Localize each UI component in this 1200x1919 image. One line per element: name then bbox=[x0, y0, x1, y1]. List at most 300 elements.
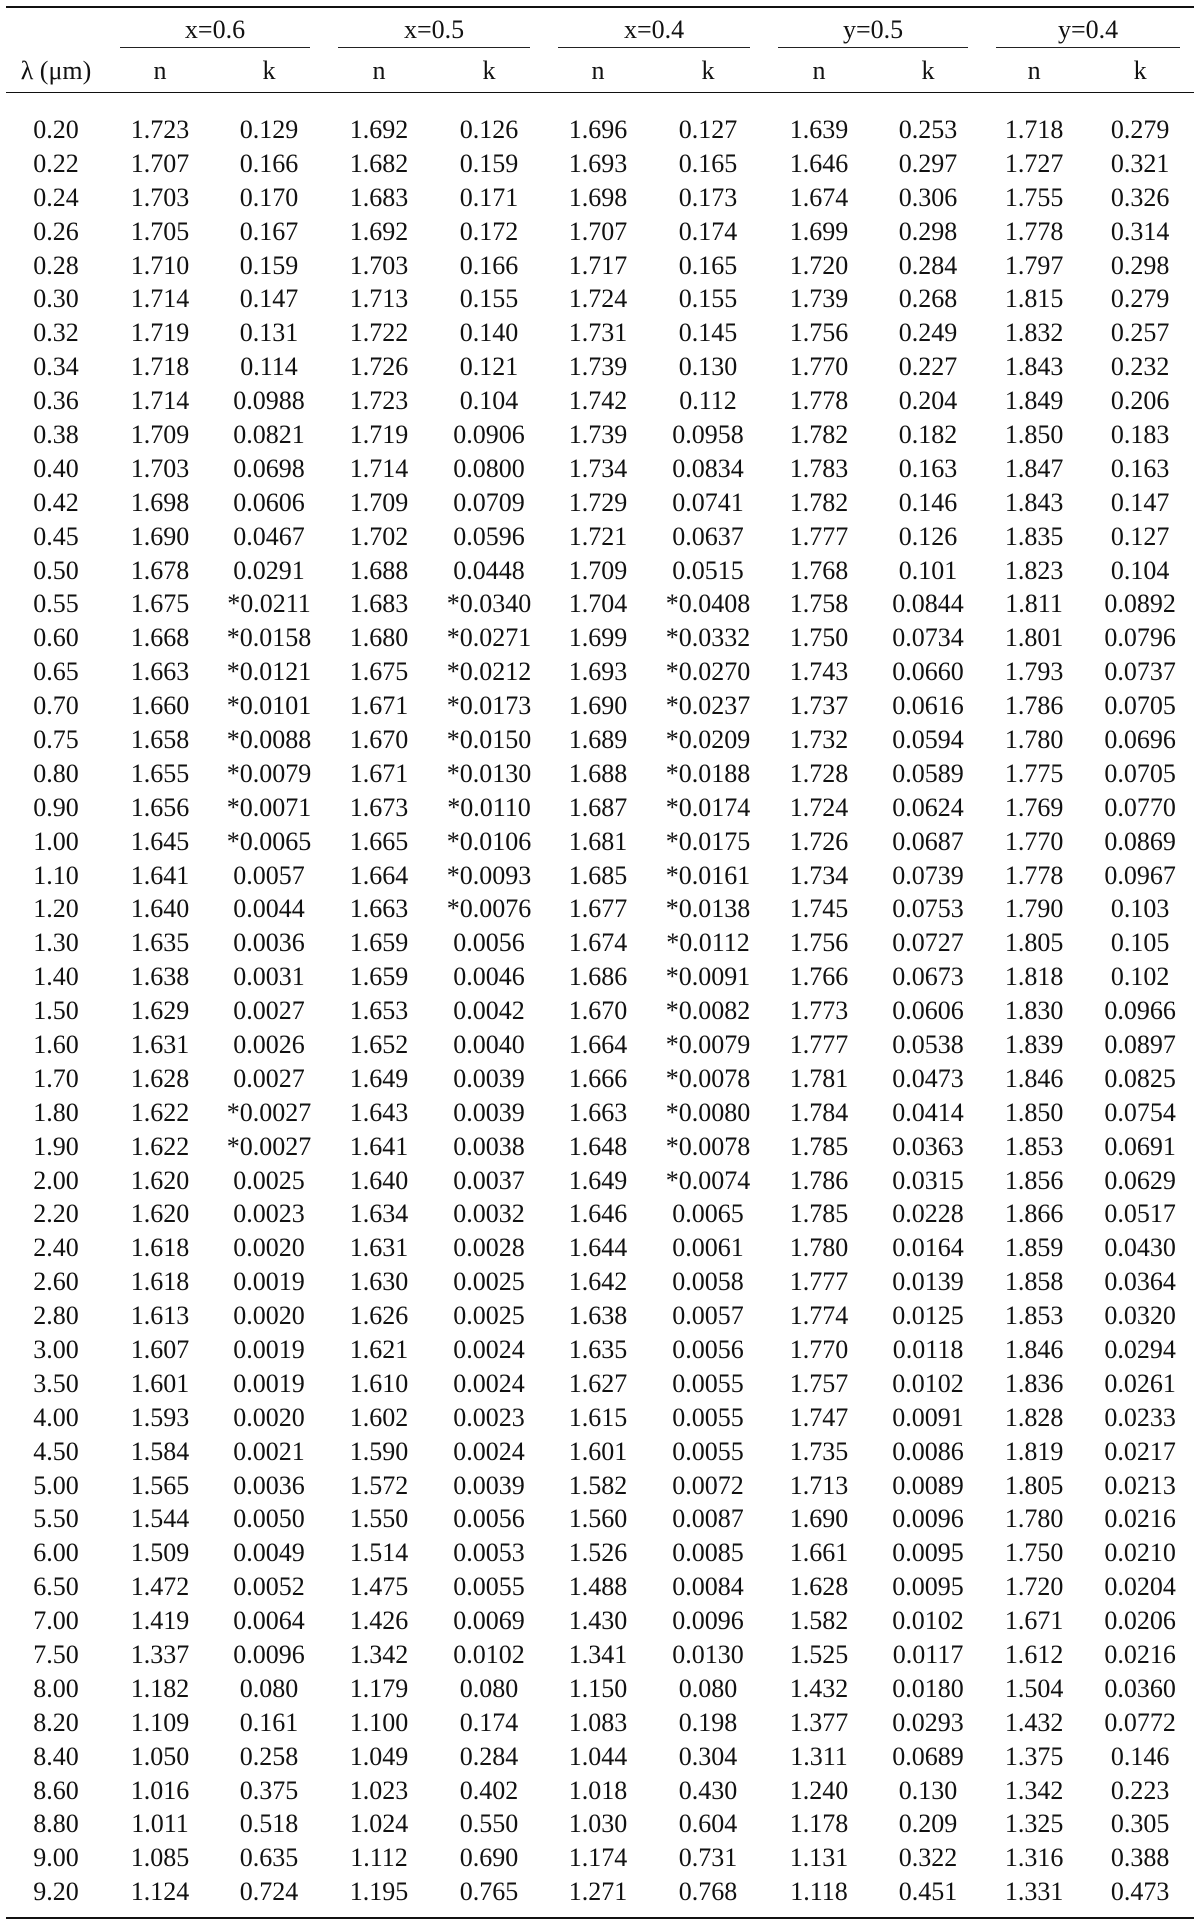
cell-y04-k: 0.326 bbox=[1110, 182, 1170, 212]
cell-x06-k: 0.0064 bbox=[233, 1606, 305, 1636]
cell-y04-n: 1.778 bbox=[1004, 216, 1064, 246]
cell-y05-k: 0.0673 bbox=[892, 962, 964, 992]
cell-x05-k: 0.0039 bbox=[453, 1063, 525, 1093]
cell-x04-n: 1.030 bbox=[568, 1809, 628, 1839]
cell-y05-k: 0.0589 bbox=[892, 758, 964, 788]
table-row bbox=[6, 1130, 1194, 1164]
cell-x06-n: 1.641 bbox=[130, 860, 190, 890]
cell-y04-k: 0.0796 bbox=[1104, 623, 1176, 653]
cell-y04-n: 1.853 bbox=[1004, 1301, 1064, 1331]
cell-x04-k: *0.0332 bbox=[665, 623, 751, 653]
cell-x05-k: 0.0024 bbox=[453, 1436, 525, 1466]
cell-x06-k: 0.0821 bbox=[233, 419, 305, 449]
cell-x06-n: 1.655 bbox=[130, 758, 190, 788]
sub-header-row bbox=[6, 50, 1194, 93]
col-header-n: n bbox=[982, 50, 1086, 93]
cell-y04-k: 0.0825 bbox=[1104, 1063, 1176, 1093]
cell-wavelength: 0.45 bbox=[33, 521, 79, 551]
cell-x05-k: *0.0093 bbox=[446, 860, 532, 890]
cell-y04-k: 0.0629 bbox=[1104, 1165, 1176, 1195]
cell-x06-k: 0.0019 bbox=[233, 1267, 305, 1297]
cell-x06-n: 1.710 bbox=[130, 250, 190, 280]
cell-x06-k: *0.0088 bbox=[226, 724, 312, 754]
table-row bbox=[6, 723, 1194, 757]
col-header-n: n bbox=[324, 50, 434, 93]
cell-y04-n: 1.790 bbox=[1004, 894, 1064, 924]
cell-wavelength: 1.50 bbox=[33, 996, 79, 1026]
cell-y05-k: 0.249 bbox=[898, 318, 958, 348]
cell-y05-k: 0.297 bbox=[898, 148, 958, 178]
cell-x04-n: 1.690 bbox=[568, 691, 628, 721]
cell-x05-n: 1.702 bbox=[349, 521, 409, 551]
cell-y04-k: 0.257 bbox=[1110, 318, 1170, 348]
cell-x05-n: 1.713 bbox=[349, 284, 409, 314]
cell-x05-k: 0.159 bbox=[459, 148, 519, 178]
cell-y04-n: 1.805 bbox=[1004, 928, 1064, 958]
cell-y04-n: 1.801 bbox=[1004, 623, 1064, 653]
cell-y04-n: 1.819 bbox=[1004, 1436, 1064, 1466]
cell-x04-n: 1.734 bbox=[568, 453, 628, 483]
cell-wavelength: 0.34 bbox=[33, 352, 79, 382]
cell-x05-n: 1.692 bbox=[349, 114, 409, 144]
cell-x04-k: 0.0087 bbox=[672, 1504, 744, 1534]
cell-y04-k: 0.232 bbox=[1110, 352, 1170, 382]
table-row bbox=[6, 689, 1194, 723]
cell-wavelength: 1.10 bbox=[33, 860, 79, 890]
cell-x06-k: 0.724 bbox=[214, 1875, 324, 1918]
table-row bbox=[6, 1435, 1194, 1469]
cell-x04-k: 0.155 bbox=[678, 284, 738, 314]
cell-wavelength: 5.00 bbox=[33, 1470, 79, 1500]
cell-wavelength: 1.90 bbox=[33, 1131, 79, 1161]
cell-x06-n: 1.584 bbox=[130, 1436, 190, 1466]
cell-x04-n: 1.615 bbox=[568, 1402, 628, 1432]
cell-y04-n: 1.342 bbox=[1004, 1775, 1064, 1805]
cell-x04-n: 1.696 bbox=[568, 114, 628, 144]
group-header-x05: x=0.5 bbox=[324, 7, 544, 50]
cell-x05-n: 1.023 bbox=[349, 1775, 409, 1805]
cell-y04-k: 0.314 bbox=[1110, 216, 1170, 246]
table-row bbox=[6, 1028, 1194, 1062]
cell-y04-n: 1.793 bbox=[1004, 657, 1064, 687]
cell-x06-k: 0.0020 bbox=[233, 1301, 305, 1331]
cell-x04-n: 1.648 bbox=[568, 1131, 628, 1161]
cell-x04-k: 0.0130 bbox=[672, 1640, 744, 1670]
cell-x05-n: 1.024 bbox=[349, 1809, 409, 1839]
cell-x06-n: 1.703 bbox=[130, 453, 190, 483]
cell-y04-n: 1.375 bbox=[1004, 1741, 1064, 1771]
cell-x06-k: 0.0020 bbox=[233, 1233, 305, 1263]
cell-y04-n: 1.671 bbox=[1004, 1606, 1064, 1636]
cell-x06-k: *0.0071 bbox=[226, 792, 312, 822]
cell-x05-k: 0.174 bbox=[459, 1707, 519, 1737]
cell-y04-k: 0.103 bbox=[1110, 894, 1170, 924]
cell-x06-n: 1.656 bbox=[130, 792, 190, 822]
cell-x04-n: 1.664 bbox=[568, 1029, 628, 1059]
cell-wavelength: 2.80 bbox=[33, 1301, 79, 1331]
cell-y04-n: 1.720 bbox=[1004, 1572, 1064, 1602]
cell-x05-k: *0.0076 bbox=[446, 894, 532, 924]
table-row bbox=[6, 316, 1194, 350]
cell-y05-n: 1.739 bbox=[789, 284, 849, 314]
cell-x06-n: 1.658 bbox=[130, 724, 190, 754]
cell-y04-n: 1.778 bbox=[1004, 860, 1064, 890]
cell-x06-n: 1.622 bbox=[130, 1131, 190, 1161]
cell-x06-k: 0.0057 bbox=[233, 860, 305, 890]
cell-x06-n: 1.050 bbox=[130, 1741, 190, 1771]
cell-x05-k: 0.0102 bbox=[453, 1640, 525, 1670]
cell-wavelength: 0.22 bbox=[33, 148, 79, 178]
cell-x06-k: 0.375 bbox=[239, 1775, 299, 1805]
table-row bbox=[6, 1875, 1194, 1918]
cell-x05-n: 1.719 bbox=[349, 419, 409, 449]
cell-x06-n: 1.678 bbox=[130, 555, 190, 585]
cell-x06-k: 0.0031 bbox=[233, 962, 305, 992]
table-row bbox=[6, 1740, 1194, 1774]
cell-x05-k: 0.0055 bbox=[453, 1572, 525, 1602]
cell-y04-n: 1.836 bbox=[1004, 1368, 1064, 1398]
cell-y05-n: 1.766 bbox=[789, 962, 849, 992]
cell-y05-n: 1.770 bbox=[789, 1335, 849, 1364]
cell-y04-k: 0.146 bbox=[1110, 1741, 1170, 1771]
cell-y04-n: 1.815 bbox=[1004, 284, 1064, 314]
cell-x05-n: 1.572 bbox=[349, 1470, 409, 1500]
cell-x04-n: 1.644 bbox=[568, 1233, 628, 1263]
cell-y05-n: 1.525 bbox=[789, 1640, 849, 1670]
cell-y05-n: 1.756 bbox=[789, 928, 849, 958]
cell-x04-n: 1.681 bbox=[568, 826, 628, 856]
cell-wavelength: 6.00 bbox=[33, 1538, 79, 1568]
cell-x06-k: 0.0019 bbox=[233, 1335, 305, 1364]
cell-x06-k: *0.0027 bbox=[226, 1097, 312, 1127]
cell-x06-n: 1.707 bbox=[130, 148, 190, 178]
cell-x05-k: *0.0150 bbox=[446, 724, 532, 754]
cell-x04-k: 0.0834 bbox=[672, 453, 744, 483]
cell-x06-k: 0.0027 bbox=[233, 996, 305, 1026]
cell-x04-k: *0.0270 bbox=[665, 657, 751, 687]
cell-x05-n: 1.112 bbox=[350, 1843, 408, 1873]
cell-x06-n: 1.618 bbox=[130, 1233, 190, 1263]
cell-x05-n: 1.550 bbox=[349, 1504, 409, 1534]
cell-x06-k: 0.129 bbox=[239, 114, 299, 144]
cell-wavelength: 0.55 bbox=[33, 589, 79, 619]
cell-x04-k: 0.198 bbox=[678, 1707, 738, 1737]
cell-x05-n: 1.514 bbox=[349, 1538, 409, 1568]
cell-y04-k: 0.105 bbox=[1110, 928, 1170, 958]
cell-y05-n: 1.628 bbox=[789, 1572, 849, 1602]
cell-x05-k: 0.0024 bbox=[453, 1335, 525, 1364]
cell-x06-n: 1.618 bbox=[130, 1267, 190, 1297]
cell-wavelength: 2.00 bbox=[33, 1165, 79, 1195]
cell-x04-n: 1.693 bbox=[568, 657, 628, 687]
group-header-row bbox=[6, 7, 1194, 50]
cell-x06-k: 0.0019 bbox=[233, 1368, 305, 1398]
cell-x04-k: 0.0958 bbox=[672, 419, 744, 449]
cell-x05-k: 0.0448 bbox=[453, 555, 525, 585]
cell-wavelength: 7.50 bbox=[33, 1640, 79, 1670]
table-row bbox=[6, 1401, 1194, 1435]
cell-wavelength: 1.30 bbox=[33, 928, 79, 958]
table-row bbox=[6, 994, 1194, 1028]
cell-wavelength: 1.00 bbox=[33, 826, 79, 856]
cell-y05-k: 0.268 bbox=[898, 284, 958, 314]
cell-x04-k: 0.0096 bbox=[672, 1606, 744, 1636]
cell-x05-n: 1.195 bbox=[324, 1875, 434, 1918]
cell-x06-n: 1.601 bbox=[130, 1368, 190, 1398]
cell-x06-k: 0.0021 bbox=[233, 1436, 305, 1466]
cell-x06-k: 0.258 bbox=[239, 1741, 299, 1771]
cell-y04-k: 0.0754 bbox=[1104, 1097, 1176, 1127]
cell-y05-k: 0.0315 bbox=[892, 1165, 964, 1195]
cell-x06-k: 0.0698 bbox=[233, 453, 305, 483]
cell-y05-k: 0.0363 bbox=[892, 1131, 964, 1161]
table-row bbox=[6, 757, 1194, 791]
table-row bbox=[6, 1604, 1194, 1638]
cell-x06-k: 0.0044 bbox=[233, 894, 305, 924]
cell-y05-k: 0.0095 bbox=[892, 1538, 964, 1568]
cell-y05-n: 1.735 bbox=[789, 1436, 849, 1466]
cell-y05-k: 0.0739 bbox=[892, 860, 964, 890]
cell-y04-n: 1.866 bbox=[1004, 1199, 1064, 1229]
cell-x06-n: 1.509 bbox=[130, 1538, 190, 1568]
cell-x05-k: 0.172 bbox=[459, 216, 519, 246]
cell-x06-n: 1.631 bbox=[130, 1029, 190, 1059]
cell-y05-k: 0.0660 bbox=[892, 657, 964, 687]
cell-y04-n: 1.849 bbox=[1004, 386, 1064, 416]
cell-x05-n: 1.692 bbox=[349, 216, 409, 246]
cell-y05-k: 0.0086 bbox=[892, 1436, 964, 1466]
cell-wavelength: 0.40 bbox=[33, 453, 79, 483]
table-row bbox=[6, 1570, 1194, 1604]
cell-x05-n: 1.652 bbox=[349, 1029, 409, 1059]
cell-x06-n: 1.472 bbox=[130, 1572, 190, 1602]
cell-wavelength: 0.42 bbox=[33, 487, 79, 517]
cell-y05-k: 0.451 bbox=[874, 1875, 982, 1918]
cell-wavelength: 0.65 bbox=[33, 657, 79, 687]
cell-y05-k: 0.0125 bbox=[892, 1301, 964, 1331]
cell-y05-n: 1.781 bbox=[789, 1063, 849, 1093]
col-header-k: k bbox=[874, 50, 982, 93]
cell-y05-n: 1.770 bbox=[789, 352, 849, 382]
cell-y05-k: 0.306 bbox=[898, 182, 958, 212]
cell-x05-k: 0.284 bbox=[459, 1741, 519, 1771]
cell-x05-k: 0.0028 bbox=[453, 1233, 525, 1263]
cell-x04-k: 0.0084 bbox=[672, 1572, 744, 1602]
cell-x05-k: *0.0212 bbox=[446, 657, 532, 687]
cell-x06-k: 0.635 bbox=[239, 1843, 299, 1873]
cell-x05-k: 0.0023 bbox=[453, 1402, 525, 1432]
cell-y04-n: 1.850 bbox=[1004, 419, 1064, 449]
cell-x05-n: 1.640 bbox=[349, 1165, 409, 1195]
cell-x06-n: 1.638 bbox=[130, 962, 190, 992]
cell-y04-k: 0.0360 bbox=[1104, 1673, 1176, 1703]
cell-x04-n: 1.731 bbox=[568, 318, 628, 348]
cell-y05-k: 0.0102 bbox=[892, 1606, 964, 1636]
table-row bbox=[6, 181, 1194, 215]
cell-y05-n: 1.782 bbox=[789, 487, 849, 517]
cell-y05-k: 0.126 bbox=[898, 521, 958, 551]
cell-y04-k: 0.183 bbox=[1110, 419, 1170, 449]
cell-x04-n: 1.430 bbox=[568, 1606, 628, 1636]
cell-y05-n: 1.690 bbox=[789, 1504, 849, 1534]
cell-wavelength: 3.00 bbox=[33, 1335, 79, 1364]
cell-x06-n: 1.337 bbox=[130, 1640, 190, 1670]
cell-x06-k: 0.0023 bbox=[233, 1199, 305, 1229]
cell-x05-n: 1.682 bbox=[349, 148, 409, 178]
cell-x06-n: 1.660 bbox=[130, 691, 190, 721]
cell-x06-n: 1.714 bbox=[130, 386, 190, 416]
table-row bbox=[6, 520, 1194, 554]
cell-x06-k: 0.080 bbox=[239, 1673, 299, 1703]
cell-y04-n: 1.780 bbox=[1004, 1504, 1064, 1534]
cell-y05-n: 1.737 bbox=[789, 691, 849, 721]
cell-x04-n: 1.663 bbox=[568, 1097, 628, 1127]
cell-y05-n: 1.311 bbox=[790, 1741, 848, 1771]
cell-x04-n: 1.174 bbox=[568, 1843, 628, 1873]
cell-x04-k: *0.0079 bbox=[665, 1029, 751, 1059]
cell-x04-n: 1.686 bbox=[568, 962, 628, 992]
cell-x05-k: 0.0039 bbox=[453, 1097, 525, 1127]
cell-y05-n: 1.745 bbox=[789, 894, 849, 924]
cell-x05-k: 0.126 bbox=[459, 114, 519, 144]
cell-y04-n: 1.797 bbox=[1004, 250, 1064, 280]
cell-y05-n: 1.674 bbox=[789, 182, 849, 212]
cell-y05-k: 0.253 bbox=[898, 114, 958, 144]
cell-y04-k: 0.279 bbox=[1110, 114, 1170, 144]
col-header-n: n bbox=[764, 50, 874, 93]
cell-x06-n: 1.628 bbox=[130, 1063, 190, 1093]
group-header-y04: y=0.4 bbox=[982, 7, 1194, 50]
cell-x04-n: 1.582 bbox=[568, 1470, 628, 1500]
cell-y04-k: 0.321 bbox=[1110, 148, 1170, 178]
cell-y05-k: 0.0293 bbox=[892, 1707, 964, 1737]
cell-x05-k: *0.0271 bbox=[446, 623, 532, 653]
cell-y05-k: 0.182 bbox=[898, 419, 958, 449]
cell-y04-k: 0.163 bbox=[1110, 453, 1170, 483]
cell-x06-k: 0.114 bbox=[240, 352, 298, 382]
cell-x06-k: 0.0606 bbox=[233, 487, 305, 517]
cell-y04-k: 0.0261 bbox=[1104, 1368, 1176, 1398]
cell-x04-n: 1.646 bbox=[568, 1199, 628, 1229]
col-header-n: n bbox=[106, 50, 214, 93]
cell-x06-k: 0.159 bbox=[239, 250, 299, 280]
cell-x04-n: 1.729 bbox=[568, 487, 628, 517]
cell-x04-n: 1.018 bbox=[568, 1775, 628, 1805]
cell-x05-n: 1.670 bbox=[349, 724, 409, 754]
cell-x05-n: 1.634 bbox=[349, 1199, 409, 1229]
cell-wavelength: 2.60 bbox=[33, 1267, 79, 1297]
cell-y05-n: 1.777 bbox=[789, 1029, 849, 1059]
cell-y05-k: 0.284 bbox=[898, 250, 958, 280]
cell-wavelength: 0.60 bbox=[33, 623, 79, 653]
cell-x06-k: *0.0065 bbox=[226, 826, 312, 856]
cell-y05-n: 1.582 bbox=[789, 1606, 849, 1636]
cell-wavelength: 9.20 bbox=[6, 1875, 106, 1918]
cell-x05-n: 1.653 bbox=[349, 996, 409, 1026]
cell-y05-n: 1.240 bbox=[789, 1775, 849, 1805]
cell-y05-n: 1.732 bbox=[789, 724, 849, 754]
cell-x04-k: 0.0065 bbox=[672, 1199, 744, 1229]
cell-x06-n: 1.613 bbox=[130, 1301, 190, 1331]
cell-wavelength: 0.36 bbox=[33, 386, 79, 416]
cell-y04-k: 0.0206 bbox=[1104, 1606, 1176, 1636]
cell-x05-k: *0.0110 bbox=[447, 792, 531, 822]
cell-x06-k: 0.0050 bbox=[233, 1504, 305, 1534]
cell-x04-k: *0.0080 bbox=[665, 1097, 751, 1127]
cell-wavelength: 8.60 bbox=[33, 1775, 79, 1805]
cell-y04-n: 1.432 bbox=[1004, 1707, 1064, 1737]
cell-x04-n: 1.083 bbox=[568, 1707, 628, 1737]
cell-wavelength: 0.70 bbox=[33, 691, 79, 721]
table-row bbox=[6, 554, 1194, 588]
cell-x06-k: *0.0027 bbox=[226, 1131, 312, 1161]
table-row bbox=[6, 1638, 1194, 1672]
table-row bbox=[6, 892, 1194, 926]
cell-x05-n: 1.709 bbox=[349, 487, 409, 517]
cell-x04-k: 0.165 bbox=[678, 250, 738, 280]
cell-y05-n: 1.774 bbox=[789, 1301, 849, 1331]
cell-x06-n: 1.719 bbox=[130, 318, 190, 348]
table-body bbox=[6, 93, 1194, 1919]
cell-x04-k: 0.174 bbox=[678, 216, 738, 246]
cell-x06-k: 0.166 bbox=[239, 148, 299, 178]
cell-x04-n: 1.627 bbox=[568, 1368, 628, 1398]
cell-x04-n: 1.709 bbox=[568, 555, 628, 585]
cell-x05-k: 0.0053 bbox=[453, 1538, 525, 1568]
cell-wavelength: 1.40 bbox=[33, 962, 79, 992]
cell-y05-n: 1.646 bbox=[789, 148, 849, 178]
cell-y05-k: 0.146 bbox=[898, 487, 958, 517]
table-row bbox=[6, 1062, 1194, 1096]
cell-x05-n: 1.475 bbox=[349, 1572, 409, 1602]
cell-x05-n: 1.723 bbox=[349, 386, 409, 416]
cell-wavelength: 0.38 bbox=[33, 419, 79, 449]
cell-x05-k: *0.0340 bbox=[446, 589, 532, 619]
cell-y04-n: 1.504 bbox=[1004, 1673, 1064, 1703]
cell-y05-n: 1.783 bbox=[789, 453, 849, 483]
cell-x06-n: 1.593 bbox=[130, 1402, 190, 1432]
cell-y04-n: 1.823 bbox=[1004, 555, 1064, 585]
group-header-x04: x=0.4 bbox=[544, 7, 764, 50]
cell-wavelength: 0.26 bbox=[33, 216, 79, 246]
cell-x05-n: 1.631 bbox=[349, 1233, 409, 1263]
cell-x06-n: 1.635 bbox=[130, 928, 190, 958]
cell-wavelength: 1.70 bbox=[33, 1063, 79, 1093]
cell-x05-n: 1.100 bbox=[349, 1707, 409, 1737]
cell-y05-n: 1.778 bbox=[789, 386, 849, 416]
cell-y05-k: 0.0687 bbox=[892, 826, 964, 856]
cell-x05-k: *0.0106 bbox=[446, 826, 532, 856]
cell-x05-n: 1.643 bbox=[349, 1097, 409, 1127]
cell-x06-n: 1.705 bbox=[130, 216, 190, 246]
cell-x05-n: 1.630 bbox=[349, 1267, 409, 1297]
cell-x05-k: 0.166 bbox=[459, 250, 519, 280]
cell-y05-n: 1.178 bbox=[789, 1809, 849, 1839]
cell-x04-n: 1.707 bbox=[568, 216, 628, 246]
cell-x04-n: 1.717 bbox=[568, 250, 628, 280]
cell-wavelength: 8.80 bbox=[33, 1809, 79, 1839]
cell-y05-n: 1.757 bbox=[789, 1368, 849, 1398]
cell-y05-k: 0.298 bbox=[898, 216, 958, 246]
cell-x05-n: 1.714 bbox=[349, 453, 409, 483]
cell-wavelength: 6.50 bbox=[33, 1572, 79, 1602]
cell-x05-n: 1.342 bbox=[349, 1640, 409, 1670]
cell-y05-k: 0.0753 bbox=[892, 894, 964, 924]
col-header-k: k bbox=[434, 50, 544, 93]
cell-x05-n: 1.675 bbox=[349, 657, 409, 687]
cell-x04-n: 1.670 bbox=[568, 996, 628, 1026]
cell-y04-n: 1.786 bbox=[1004, 691, 1064, 721]
